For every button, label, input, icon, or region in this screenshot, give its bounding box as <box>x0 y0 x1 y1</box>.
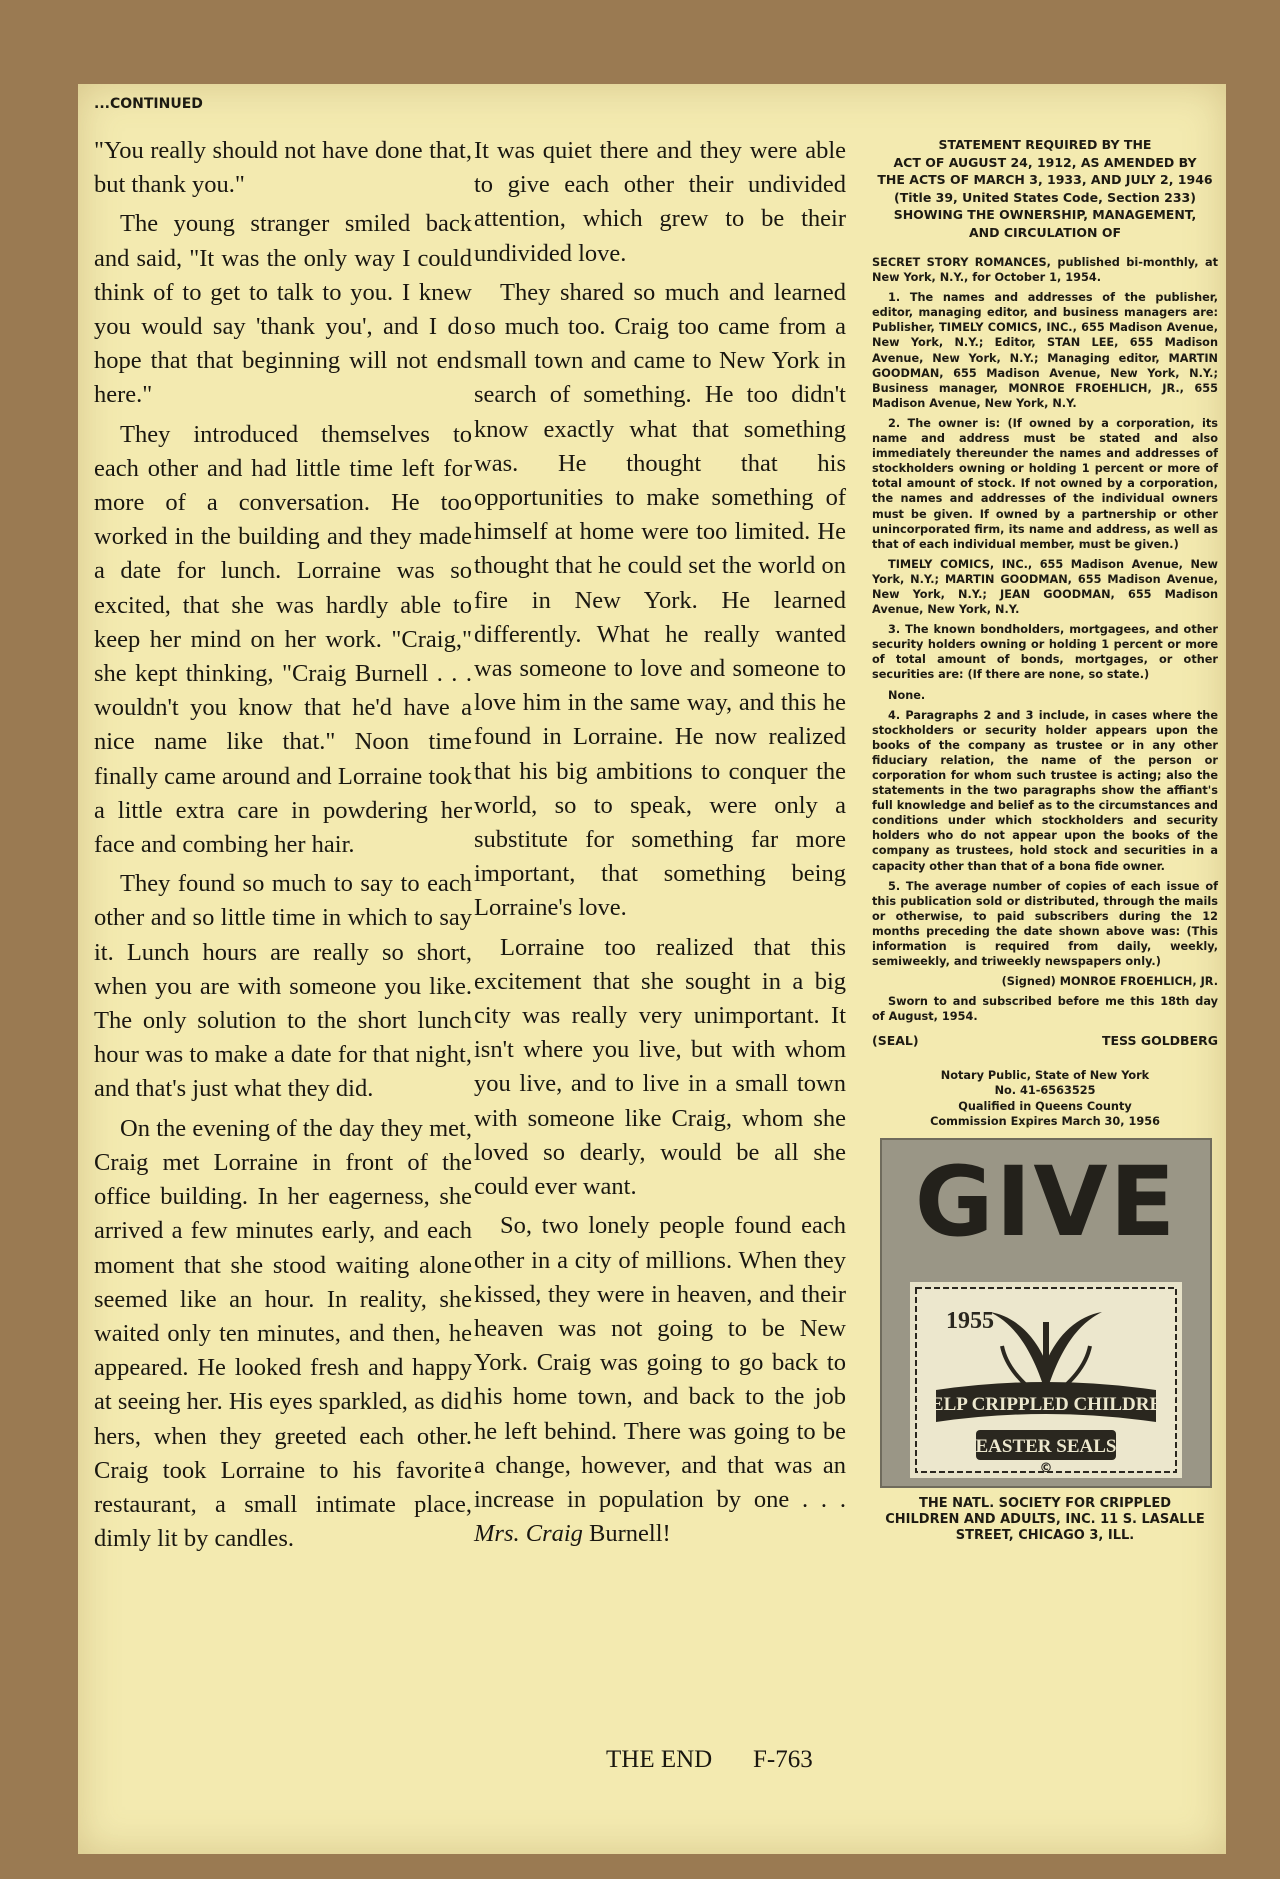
story-paragraph: The young stranger smiled back and said, "It was the only way I could think of to get to talk to you. I knew you would say 'thank you', and I do hope that that beginning will not end here." <box>94 210 472 409</box>
statement-heading <box>872 136 1218 241</box>
ad-banner-2: EASTER SEALS <box>975 1435 1117 1457</box>
notary-line: Notary Public, State of New York <box>940 1068 1150 1082</box>
heading-line: (Title 39, United States Code, Section 233) <box>894 189 1196 205</box>
story-paragraph: On the evening of the day they met, Craig met Lorraine in front of the office building. In her eagerness, she arrived a few minutes early, and each moment that she stood waiting alone seemed like an hour. In reality, she waited only ten minutes, and then, he appeared. He looked fresh and happy at seeing her. His eyes sparkled, as did hers, when they greeted each other. Craig took Lorraine to his favorite restaurant, a small intimate place, dimly lit by candles. <box>94 1114 472 1553</box>
statement-p3: 3. The known bondholders, mortgagees, and other security holders owning or holding 1 percent or more of total amount of bonds, mortgages, or other securities are: (If there are none, so state.) <box>872 623 1218 682</box>
easter-seal-graphic <box>910 1282 1182 1478</box>
statement-sworn: Sworn to and subscribed before me this 18th day of August, 1954. <box>872 995 1218 1024</box>
statement-intro: SECRET STORY ROMANCES, published bi-monthly, at New York, N.Y., for October 1, 1954. <box>872 256 1218 285</box>
page-code: F-763 <box>753 1746 813 1773</box>
story-column-left <box>94 134 472 1561</box>
easter-seal-stamp <box>910 1282 1182 1478</box>
easter-seals-ad <box>880 1138 1212 1488</box>
statement-p2b: TIMELY COMICS, INC., 655 Madison Avenue, New York, N.Y.; MARTIN GOODMAN, 655 Madison Avenue, New York, N.Y.; JEAN GOODMAN, 655 Madison Avenue, New York, N.Y. <box>872 557 1218 617</box>
heading-line: SHOWING THE OWNERSHIP, MANAGEMENT, <box>893 207 1197 222</box>
final-end-text: Burnell! <box>589 1520 671 1548</box>
ad-headline: GIVE <box>914 1145 1178 1258</box>
heading-line: STATEMENT REQUIRED BY THE <box>938 137 1152 152</box>
statement-p1: 1. The names and addresses of the publisher, editor, managing editor, and business managers are: Publisher, TIMELY COMICS, INC., 655 Madison Avenue, New York, N.Y.; Editor, STAN LEE, 655 Madison Avenue, New York, N.Y.; Managing editor, MARTIN GOODMAN, 655 Madison Avenue, New York, N.Y.; Business manager, MONROE FROEHLICH, JR., 655 Madison Avenue, New York, N.Y. <box>872 291 1218 410</box>
final-italic-text: Mrs. Craig <box>474 1520 583 1548</box>
notary-block <box>872 1068 1218 1130</box>
statement-p2: 2. The owner is: (If owned by a corporation, its name and address must be stated and also immediately thereunder the names and addresses of stockholders owning or holding 1 percent or more of total amount of stock. If not owned by a corporation, the names and addresses of the individual owners must be given. If owned by a partnership or other unincorporated firm, its name and address, as well as that of each individual member, must be given.) <box>872 416 1218 551</box>
story-paragraph: They shared so much and learned so much too. Craig too came from a small town and came to New York in search of something. He too didn't know exactly what that something was. He thought that his opportunities to make something of himself at home were too limited. He thought that he could set the world on fire in New York. He learned differently. What he really wanted was someone to love and someone to love him in the same way, and this he found in Lorraine. He now realized that his big ambitions to conquer the world, so to speak, were only a substitute for something far more important, that something being Lorraine's love. <box>474 278 846 922</box>
ad-copyright: © <box>1039 1460 1053 1476</box>
statement-signed: (Signed) MONROE FROEHLICH, JR. <box>1001 975 1218 989</box>
story-paragraph-final <box>474 1209 846 1551</box>
story-paragraph: "You really should not have done that, but thank you." <box>94 137 472 199</box>
notary-line: No. 41-6563525 <box>994 1084 1096 1098</box>
story-paragraph: They found so much to say to each other and so little time in which to say it. Lunch hours are really so short, when you are with someone you like. The only solution to the short lunch hour was to make a date for that night, and that's just what they did. <box>94 870 472 1103</box>
final-text: So, two lonely people found each other in a city of millions. When they kissed, they were in heaven, and their heaven was not going to be New York. Craig was going to go back to his home town, and back to the job he left behind. There was going to be a change, however, and that was an increase in population by one . . . <box>474 1212 846 1513</box>
story-paragraph: Lorraine too realized that this excitement that she sought in a big city was really very unimportant. It isn't where you live, but with whom you live, and to live in a small town with someone like Craig, whom she loved so dearly, would be all she could ever want. <box>474 933 846 1201</box>
story-column-middle <box>474 134 846 1556</box>
notary-line: Commission Expires March 30, 1956 <box>930 1115 1160 1129</box>
ad-footer: THE NATL. SOCIETY FOR CRIPPLED CHILDREN AND ADULTS, INC. 11 S. LASALLE STREET, CHICAGO 3, ILL. <box>885 1495 1205 1543</box>
comic-text-page <box>78 84 1226 1854</box>
ad-banner-1: HELP CRIPPLED CHILDREN <box>916 1393 1176 1415</box>
ownership-statement <box>872 136 1218 1544</box>
heading-line: ACT OF AUGUST 24, 1912, AS AMENDED BY <box>893 154 1197 170</box>
notary-name: TESS GOLDBERG <box>1101 1032 1218 1048</box>
heading-line: AND CIRCULATION OF <box>968 224 1122 240</box>
continued-label: ...CONTINUED <box>94 96 203 112</box>
notary-line: Qualified in Queens County <box>958 1099 1132 1113</box>
statement-p5: 5. The average number of copies of each issue of this publication sold or distributed, through the mails or otherwise, to paid subscribers during the 12 months preceding the date shown above was: (This information is required from daily, weekly, semiweekly, and triweekly newspapers only.) <box>872 879 1218 969</box>
story-paragraph: It was quiet there and they were able to give each other their undivided attention, which grew to be their undivided love. <box>474 137 846 267</box>
ad-year: 1955 <box>946 1307 994 1334</box>
seal-label: (SEAL) <box>872 1032 919 1048</box>
seal-row <box>872 1033 1218 1048</box>
statement-p3b: None. <box>888 688 926 702</box>
heading-line: THE ACTS OF MARCH 3, 1933, AND JULY 2, 1946 <box>877 172 1213 187</box>
the-end-label: THE END <box>606 1746 713 1773</box>
statement-p4: 4. Paragraphs 2 and 3 include, in cases where the stockholders or security holder appears upon the books of the company as trustee or in any other fiduciary relation, the name of the person or corporation for whom such trustee is acting; also the statements in the two paragraphs show the affiant's full knowledge and belief as to the circumstances and conditions under which stockholders and security holders who do not appear upon the books of the company as trustees, hold stock and securities in a capacity other than that of a bona fide owner. <box>872 708 1218 873</box>
story-paragraph: They introduced themselves to each other and had little time left for more of a conversation. He too worked in the building and they made a date for lunch. Lorraine was so excited, that she was hardly able to keep her mind on her work. "Craig," she kept thinking, "Craig Burnell . . . wouldn't you know that he'd have a nice name like that." Noon time finally came around and Lorraine took a little extra care in powdering her face and combing her hair. <box>94 420 472 859</box>
